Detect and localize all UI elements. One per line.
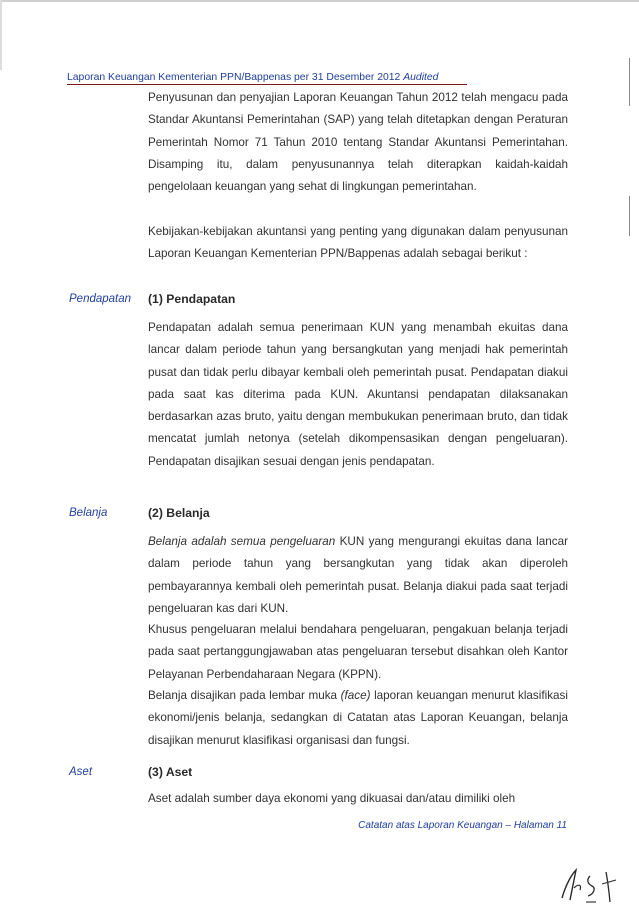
belanja-definition-italic: Belanja adalah semua pengeluaran (148, 535, 336, 548)
belanja-p3-face: (face) (340, 689, 371, 702)
scan-edge-top (0, 0, 639, 2)
aset-paragraph: Aset adalah sumber daya ekonomi yang dikuasai dan/atau dimiliki oleh (148, 792, 516, 805)
page-header (67, 72, 467, 85)
belanja-paragraph-3 (148, 685, 568, 752)
header-title: Laporan Keuangan Kementerian PPN/Bappenas per 31 Desember 2012 (67, 72, 401, 83)
intro-paragraph-2: Kebijakan-kebijakan akuntansi yang penting yang digunakan dalam penyusunan Laporan Keuangan Kementerian PPN/Bappenas adalah sebagai berikut : (148, 225, 568, 261)
margin-mark-top (629, 58, 630, 106)
heading-belanja: (2) Belanja (148, 506, 210, 520)
belanja-p3-b: laporan keuangan menurut klasifikasi ekonomi/jenis belanja, sedangkan di Catatan atas Laporan Keuangan, belanja disajikan menurut klasifikasi organisasi dan fungsi. (148, 689, 568, 747)
pendapatan-paragraph: Pendapatan adalah semua penerimaan KUN yang menambah ekuitas dana lancar dalam periode tahun yang bersangkutan yang menjadi hak pemerintah pusat dan tidak perlu dibayar kembali oleh pemerintah pusat. Pendapatan diakui pada saat kas diterima pada KUN. Akuntansi pendapatan dilaksanakan berdasarkan azas bruto, yaitu dengan membukukan penerimaan bruto, dan tidak mencatat jumlah netonya (setelah dikompensasikan dengan pengeluaran). Pendapatan disajikan sesuai dengan jenis pendapatan. (148, 321, 568, 468)
side-label-pendapatan: Pendapatan (69, 293, 132, 305)
side-label-belanja: Belanja (69, 507, 108, 519)
header-audited: Audited (403, 72, 439, 83)
heading-aset: (3) Aset (148, 765, 193, 779)
heading-pendapatan: (1) Pendapatan (148, 292, 236, 306)
margin-mark-middle (629, 196, 630, 236)
belanja-paragraph-2: Khusus pengeluaran melalui bendahara pengeluaran, pengakuan belanja terjadi pada saat pertanggungjawaban atas pengeluaran tersebut disahkan oleh Kantor Pelayanan Perbendaharaan Negara (KPPN). (148, 623, 568, 681)
intro-paragraph-1: Penyusunan dan penyajian Laporan Keuangan Tahun 2012 telah mengacu pada Standar Akuntansi Pemerintahan (SAP) yang telah ditetapkan dengan Peraturan Pemerintah Nomor 71 Tahun 2010 tentang Standar Akuntansi Pemerintahan. Disamping itu, dalam penyusunannya telah diterapkan kaidah-kaidah pengelolaan keuangan yang sehat di lingkungan pemerintahan. (148, 91, 568, 194)
belanja-p3-a: Belanja disajikan pada lembar muka (148, 689, 341, 702)
belanja-definition-rest: KUN yang mengurangi ekuitas dana lancar dalam periode tahun yang bersangkutan yang tidak akan diperoleh pembayarannya kembali oleh pemerintah pusat. Belanja diakui pada saat terjadi pengeluaran kas dari KUN. (148, 535, 568, 615)
signature-initials-icon (556, 862, 626, 906)
scan-edge-left (0, 0, 2, 70)
page-footer: Catatan atas Laporan Keuangan – Halaman 11 (358, 820, 567, 831)
side-label-aset: Aset (69, 766, 93, 778)
belanja-paragraph-1 (148, 531, 568, 620)
